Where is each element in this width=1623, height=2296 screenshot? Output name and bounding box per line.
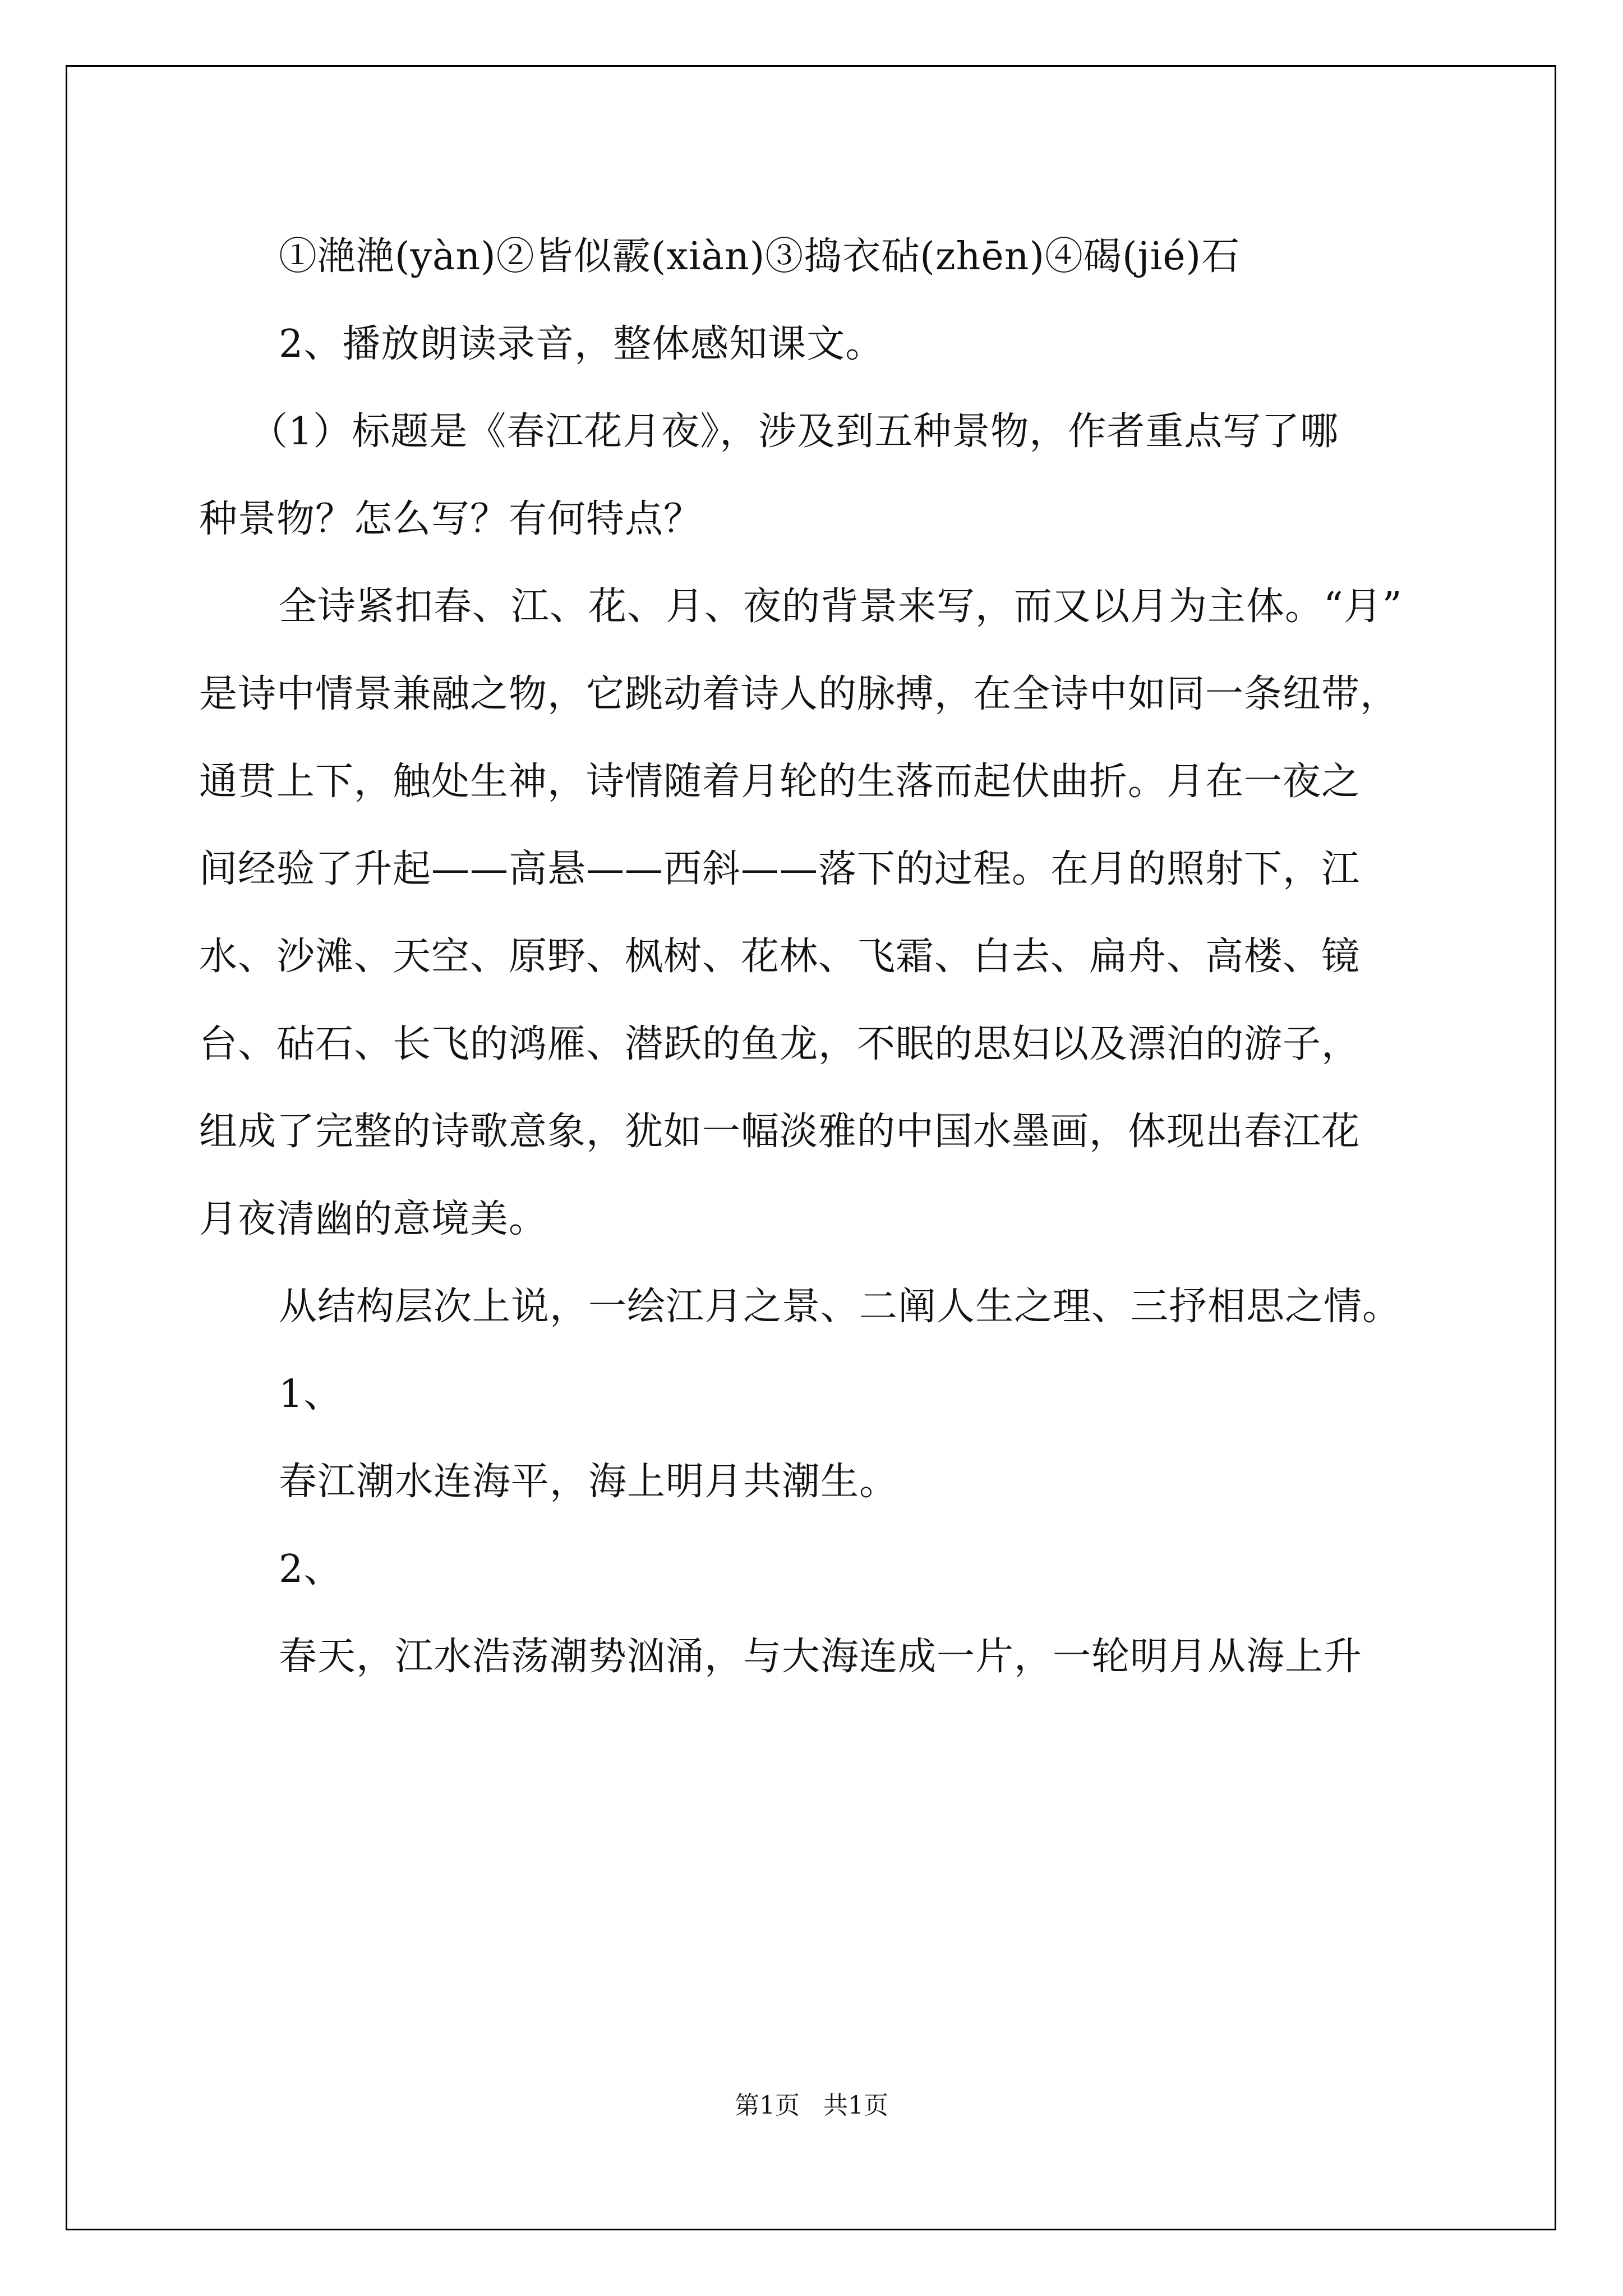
paragraph-line: 是诗中情景兼融之物，它跳动着诗人的脉搏，在全诗中如同一条纽带， [199, 672, 1399, 716]
document-body [199, 213, 1422, 1701]
question-line: 种景物？怎么写？有何特点？ [199, 497, 703, 541]
page-number: 第1页 [735, 2091, 800, 2120]
page-total: 共1页 [823, 2091, 888, 2120]
page-footer [0, 2089, 1623, 2123]
paragraph-line: 台、砧石、长飞的鸿雁、潜跃的鱼龙，不眠的思妇以及漂泊的游子， [199, 1022, 1361, 1066]
question-line: （1）标题是《春江花月夜》，涉及到五种景物，作者重点写了哪 [250, 409, 1339, 454]
explanation-line: 春天，江水浩荡潮势汹涌，与大海连成一片，一轮明月从海上升 [279, 1635, 1363, 1679]
list-number: 2、 [279, 1547, 343, 1591]
paragraph-line: 间经验了升起——高悬——西斜——落下的过程。在月的照射下，江 [199, 847, 1361, 891]
paragraph-line: 水、沙滩、天空、原野、枫树、花林、飞霜、白去、扁舟、高楼、镜 [199, 935, 1361, 979]
structure-line: 从结构层次上说，一绘江月之景、二阐人生之理、三抒相思之情。 [279, 1285, 1401, 1329]
step-heading: 2、播放朗读录音，整体感知课文。 [279, 322, 884, 366]
poem-line: 春江潮水连海平，海上明月共潮生。 [279, 1460, 898, 1504]
list-number: 1、 [279, 1372, 343, 1416]
paragraph-line: 通贯上下，触处生神，诗情随着月轮的生落而起伏曲折。月在一夜之 [199, 760, 1361, 804]
paragraph-line: 全诗紧扣春、江、花、月、夜的背景来写，而又以月为主体。“月” [279, 585, 1403, 629]
paragraph-line: 月夜清幽的意境美。 [199, 1197, 548, 1241]
paragraph-line: 组成了完整的诗歌意象，犹如一幅淡雅的中国水墨画，体现出春江花 [199, 1110, 1361, 1154]
pronunciation-notes: ①滟滟(yàn)②皆似霰(xiàn)③捣衣砧(zhēn)④碣(jié)石 [279, 234, 1241, 279]
